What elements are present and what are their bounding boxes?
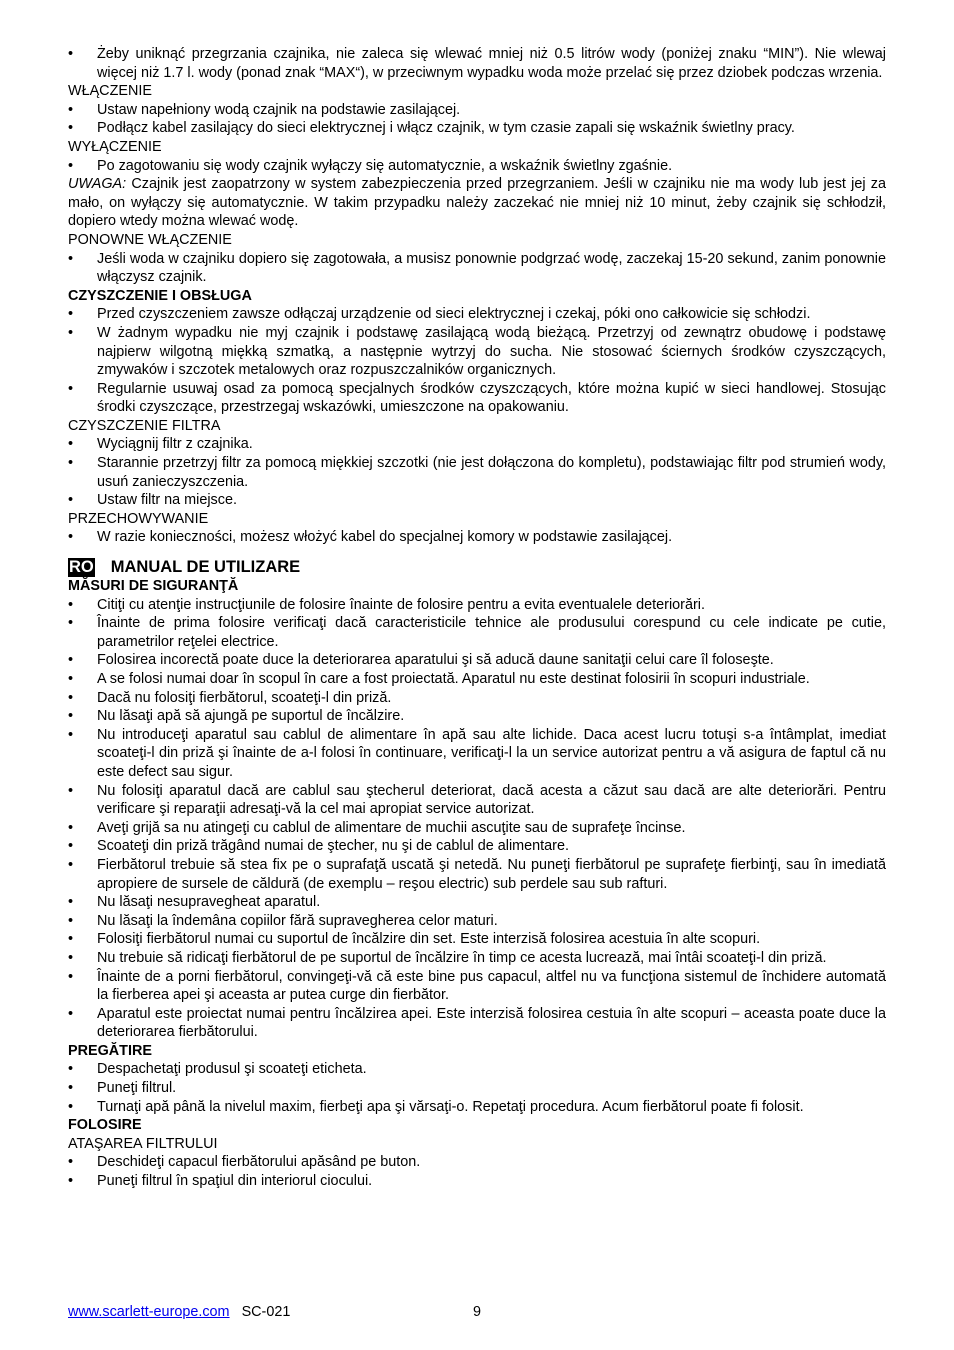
bullet-marker: • [68,615,74,632]
page-footer [68,1303,886,1321]
bullet-marker: • [68,671,74,687]
list-item [68,893,886,912]
bullet-marker: • [68,1005,74,1022]
list-item-text: Folosirea incorectă poate duce la deteriorarea aparatului şi să aducă daune sanitaţii celui care îl foloseşte. [97,652,774,669]
bullet-marker: • [68,949,74,966]
bullet-marker: • [68,380,74,397]
bullet-marker: • [68,157,74,174]
section-heading-folosire: FOLOSIRE [68,1117,142,1134]
list-item [68,305,886,324]
list-item-text: Żeby uniknąć przegrzania czajnika, nie zaleca się wlewać mniej niż 0.5 litrów wody (poniżej znaku “MIN”). Nie wlewaj więcej niż 1.7 l. wody (ponad znak “MAX“), w przeciwnym wypadku woda może przelać się przez dziobek podczas wrzenia. [97,46,886,81]
section-heading-masuri: MĂSURI DE SIGURANŢĂ [68,578,239,595]
list-item-text: Jeśli woda w czajniku dopiero się zagotowała, a musisz ponownie podgrzać wodę, zaczekaj 15-20 sekund, zanim ponownie włączysz czajnik. [97,250,886,286]
bullet-marker: • [68,968,74,985]
list-item [68,782,886,819]
list-item-text: Puneţi filtrul în spaţiul din interiorul ciocului. [97,1173,373,1190]
subsection-heading-filtru: ATAŞAREA FILTRULUI [68,1135,218,1152]
list-item [68,101,886,120]
list-item [68,1060,886,1079]
list-item-text: A se folosi numai doar în scopul în care a fost proiectată. Aparatul nu este destinat folosirii în scopuri industriale. [97,671,810,687]
list-item [68,45,886,82]
list-item [68,1079,886,1098]
list-item-text: Regularnie usuwaj osad za pomocą specjalnych środków czyszczących, które można kupić w sieci handlowej. Stosując środki czyszczące, przestrzegaj wskazówki, umieszczone na opakowaniu. [97,380,886,416]
bullet-marker: • [68,120,74,137]
list-item [68,837,886,856]
bullet-marker: • [68,894,74,911]
bullet-marker: • [68,726,74,743]
warning-text: Czajnik jest zaopatrzony w system zabezpieczenia przed przegrzaniem. Jeśli w czajniku nie ma wody lub jest jej za mało, on wyłączy się automatycznie. W takim przypadku należy zaczekać nie mniej niż 10 minut, żeby czajnik się schłodził, dopiero wtedy można wlewać wodę. [68,176,886,230]
list-item [68,491,886,510]
model-number: SC-021 [241,1304,291,1320]
list-item-text: Przed czyszczeniem zawsze odłączaj urządzenie od sieci elektrycznej i czekaj, póki ono całkowicie się schłodzi. [97,306,811,323]
bullet-marker: • [68,324,74,341]
preparation-list [68,1060,886,1116]
bullet-marker: • [68,931,74,948]
list-item [68,1098,886,1117]
bullet-marker: • [68,250,74,267]
language-section-heading [68,558,886,577]
list-item-text: W razie konieczności, możesz włożyć kabel do specjalnej komory w podstawie zasilającej. [97,529,673,546]
list-item-text: Înainte de prima folosire verificaţi dacă caracteristicile tehnice ale produsului corespund cu cele indicate pe cutie, parametrilor reţelei electrice. [97,615,886,650]
list-item-text: Wyciągnij filtr z czajnika. [97,436,253,453]
list-item-text: Puneţi filtrul. [97,1080,177,1097]
bullet-marker: • [68,856,74,873]
list-item [68,726,886,782]
usage-list [68,1153,886,1190]
list-item-text: Nu introduceţi aparatul sau cablul de alimentare în apă sau alte lichide. Daca acest lucru totuşi s-a întâmplat, imediat scoateţi-l din priză şi înainte de a-l folosi în continuare, verificaţi-l la un service autorizat pentru a vă asigura de faptul că nu este defect sau sigur. [97,726,886,780]
list-item-text: Nu lăsaţi nesupravegheat aparatul. [97,894,321,911]
list-item-text: Nu folosiţi aparatul dacă are cablul sau ştecherul deteriorat, dacă acesta a căzut sau dacă are alte deteriorări. Pentru verificare şi reparaţii adresaţi-vă la cel mai apropiat service autorizat. [97,782,886,818]
list-item [68,250,886,287]
list-item [68,670,886,689]
bullet-marker: • [68,1098,74,1115]
list-item-text: Podłącz kabel zasilający do sieci elektrycznej i włącz czajnik, w tym czasie zapali się wskaźnik świetlny pracy. [97,120,795,137]
bullet-marker: • [68,689,74,706]
bullet-marker: • [68,819,74,836]
list-item [68,912,886,931]
bullet-marker: • [68,652,74,669]
list-item-text: Nu lăsaţi apă să ajungă pe suportul de încălzire. [97,708,405,725]
section-heading-wlaczenie: WŁĄCZENIE [68,83,152,100]
list-item [68,689,886,708]
section-heading-wylaczenie: WYŁĄCZENIE [68,138,162,155]
list-item [68,380,886,417]
list-item [68,856,886,893]
website-link[interactable]: www.scarlett-europe.com [68,1304,230,1320]
list-item [68,435,886,454]
bullet-marker: • [68,306,74,323]
section-heading-przechowywanie: PRZECHOWYWANIE [68,510,209,527]
bullet-marker: • [68,708,74,725]
list-item-text: Ustaw filtr na miejsce. [97,492,237,509]
bullet-marker: • [68,1154,74,1171]
bullet-marker: • [68,1080,74,1097]
list-item-text: Turnaţi apă până la nivelul maxim, fierbeţi apa şi vărsaţi-o. Repetaţi procedura. Acum fierbătorul poate fi folosit. [97,1098,804,1115]
list-item-text: W żadnym wypadku nie myj czajnik i podstawę zasilającą wodą bieżącą. Przetrzyj od zewnątrz obudowę i podstawę najpierw wilgotną miękką szmatką, a następnie wytrzyj do sucha. Nie stosować ściernych środków czyszczących, zmywaków i szczotek metalowych oraz rozpuszczalników organicznych. [97,324,886,379]
section-heading-filtr: CZYSZCZENIE FILTRA [68,417,221,434]
manual-title: MANUAL DE UTILIZARE [110,558,301,577]
bullet-marker: • [68,782,74,799]
list-item-text: Aparatul este proiectat numai pentru încălzirea apei. Este interzisă folosirea cestuia în alte scopuri – aceasta poate duce la deteriorarea fierbătorului. [97,1005,886,1041]
bullet-marker: • [68,46,74,62]
list-item [68,930,886,949]
bullet-marker: • [68,492,74,509]
list-item-text: Citiţi cu atenţie instrucţiunile de folosire înainte de folosire pentru a evita eventualele deteriorări. [97,596,705,613]
safety-list [68,596,886,1042]
section-heading-czyszczenie: CZYSZCZENIE I OBSŁUGA [68,287,252,304]
bullet-marker: • [68,101,74,118]
section-heading-pregatire: PREGĂTIRE [68,1042,152,1059]
list-item [68,119,886,138]
bullet-marker: • [68,1061,74,1078]
warning-note [68,175,886,231]
list-item [68,614,886,651]
list-item [68,1172,886,1191]
bullet-marker: • [68,455,74,472]
list-item-text: Po zagotowaniu się wody czajnik wyłączy się automatycznie, a wskaźnik świetlny zgaśnie. [97,157,673,174]
list-item [68,157,886,176]
list-item [68,1005,886,1042]
bullet-marker: • [68,436,74,453]
list-item [68,454,886,491]
list-item [68,651,886,670]
list-item-text: Scoateţi din priză trăgând numai de ştecher, nu şi de cablul de alimentare. [97,838,569,855]
section-heading-ponowne: PONOWNE WŁĄCZENIE [68,231,232,248]
bullet-marker: • [68,1173,74,1190]
list-item-text: Starannie przetrzyj filtr za pomocą miękkiej szczotki (nie jest dołączona do kompletu), podstawiając filtr pod strumień wody, usuń zanieczyszczenia. [97,455,886,490]
list-item-text: Nu trebuie să ridicaţi fierbătorul de pe suportul de încălzire în timp ce acesta lucrează, mai întâi scoateţi-l din priză. [97,949,827,966]
list-item-text: Folosiţi fierbătorul numai cu suportul de încălzire din set. Este interzisă folosirea acestuia în alte scopuri. [97,931,761,948]
bullet-marker: • [68,596,74,613]
list-item-text: Dacă nu folosiţi fierbătorul, scoateţi-l din priză. [97,689,392,706]
list-item [68,528,886,547]
list-item [68,596,886,615]
list-item [68,968,886,1005]
list-item-text: Fierbătorul trebuie să stea fix pe o suprafaţă uscată şi netedă. Nu puneţi fierbătorul pe suprafeţe fierbinţi, sau în imediată apropiere de sursele de căldură (de exemplu – reşou electric) sub perdele sau sub rafturi. [97,856,886,892]
list-item-text: Aveţi grijă sa nu atingeţi cu cablul de alimentare de muchii ascuţite sau de suprafeţe încinse. [97,819,686,836]
warning-label: UWAGA: [68,176,127,193]
list-item [68,1153,886,1172]
list-item [68,819,886,838]
page-number: 9 [473,1304,482,1320]
list-item [68,707,886,726]
list-item-text: Nu lăsaţi la îndemâna copiilor fără supravegherea celor maturi. [97,912,498,929]
list-item-text: Deschideţi capacul fierbătorului apăsând pe buton. [97,1154,421,1171]
bullet-marker: • [68,838,74,855]
list-item-text: Ustaw napełniony wodą czajnik na podstawie zasilającej. [97,101,461,118]
list-item [68,949,886,968]
bullet-marker: • [68,912,74,929]
bullet-marker: • [68,529,74,546]
list-item-text: Despachetaţi produsul şi scoateţi eticheta. [97,1061,367,1078]
language-badge: RO [69,558,94,577]
list-item [68,324,886,380]
list-item-text: Înainte de a porni fierbătorul, convingeţi-vă că este bine pus capacul, altfel nu va funcţiona sistemul de închidere automată la fierberea apei şi aceasta ar putea curge din fierbător. [97,968,886,1004]
